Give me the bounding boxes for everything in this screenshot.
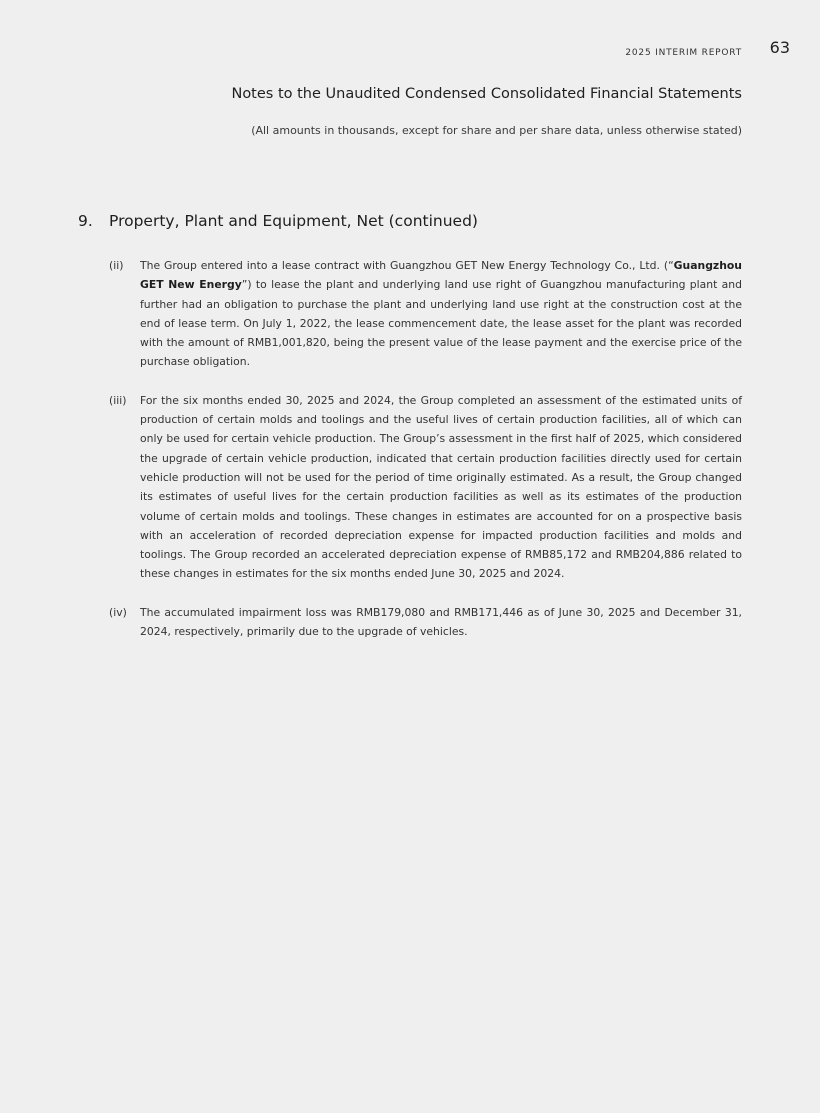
notes-title: Notes to the Unaudited Condensed Consolidated Financial Statements — [231, 86, 742, 102]
note-item-label: (ii) — [109, 259, 124, 272]
report-label: 2025 INTERIM REPORT — [625, 48, 742, 58]
note-item-iii — [109, 391, 742, 584]
note-item-label: (iv) — [109, 605, 127, 619]
page-number: 63 — [769, 38, 790, 57]
note-text-segment: The Group entered into a lease contract with Guangzhou GET New Energy Technology Co., Ltd. (“ — [140, 259, 674, 272]
notes-list — [109, 256, 742, 660]
note-item-text: For the six months ended 30, 2025 and 2024, the Group completed an assessment of the estimated units of production of certain molds and toolings and the useful lives of certain production facilities, all of which can only be used for certain vehicle production. The Group’s assessment in the first half of 2025, which considered the upgrade of certain vehicle production, indicated that certain production facilities directly used for certain vehicle production will not be used for the period of time originally estimated. As a result, the Group changed its estimates of useful lives for the certain production facilities as well as its estimates of the production volume of certain molds and toolings. These changes in estimates are accounted for on a prospective basis with an acceleration of recorded depreciation expense for impacted production facilities and molds and toolings. The Group recorded an accelerated depreciation expense of RMB85,172 and RMB204,886 related to these changes in estimates for the six months ended June 30, 2025 and 2024. — [140, 393, 742, 581]
note-item-text: The accumulated impairment loss was RMB179,080 and RMB171,446 as of June 30, 2025 and December 31, 2024, respectively, primarily due to the upgrade of vehicles. — [140, 605, 742, 639]
section-title: Property, Plant and Equipment, Net (continued) — [109, 212, 478, 230]
note-item-text — [140, 256, 742, 372]
section-number: 9. — [78, 212, 93, 230]
note-item-iv — [109, 603, 742, 642]
note-text-segment: ”) to lease the plant and underlying land use right of Guangzhou manufacturing plant and further had an obligation to purchase the plant and underlying land use right at the construction cost at the end of lease term. On July 1, 2022, the lease commencement date, the lease asset for the plant was recorded with the amount of RMB1,001,820, being the present value of the lease payment and the exercise price of the purchase obligation. — [140, 278, 742, 369]
section-heading — [78, 212, 478, 230]
note-item-label: (iii) — [109, 393, 127, 407]
notes-subtitle: (All amounts in thousands, except for share and per share data, unless otherwise stated) — [251, 124, 742, 137]
defined-term: Guangzhou GET New Energy — [140, 259, 742, 292]
note-item-ii — [109, 256, 742, 372]
